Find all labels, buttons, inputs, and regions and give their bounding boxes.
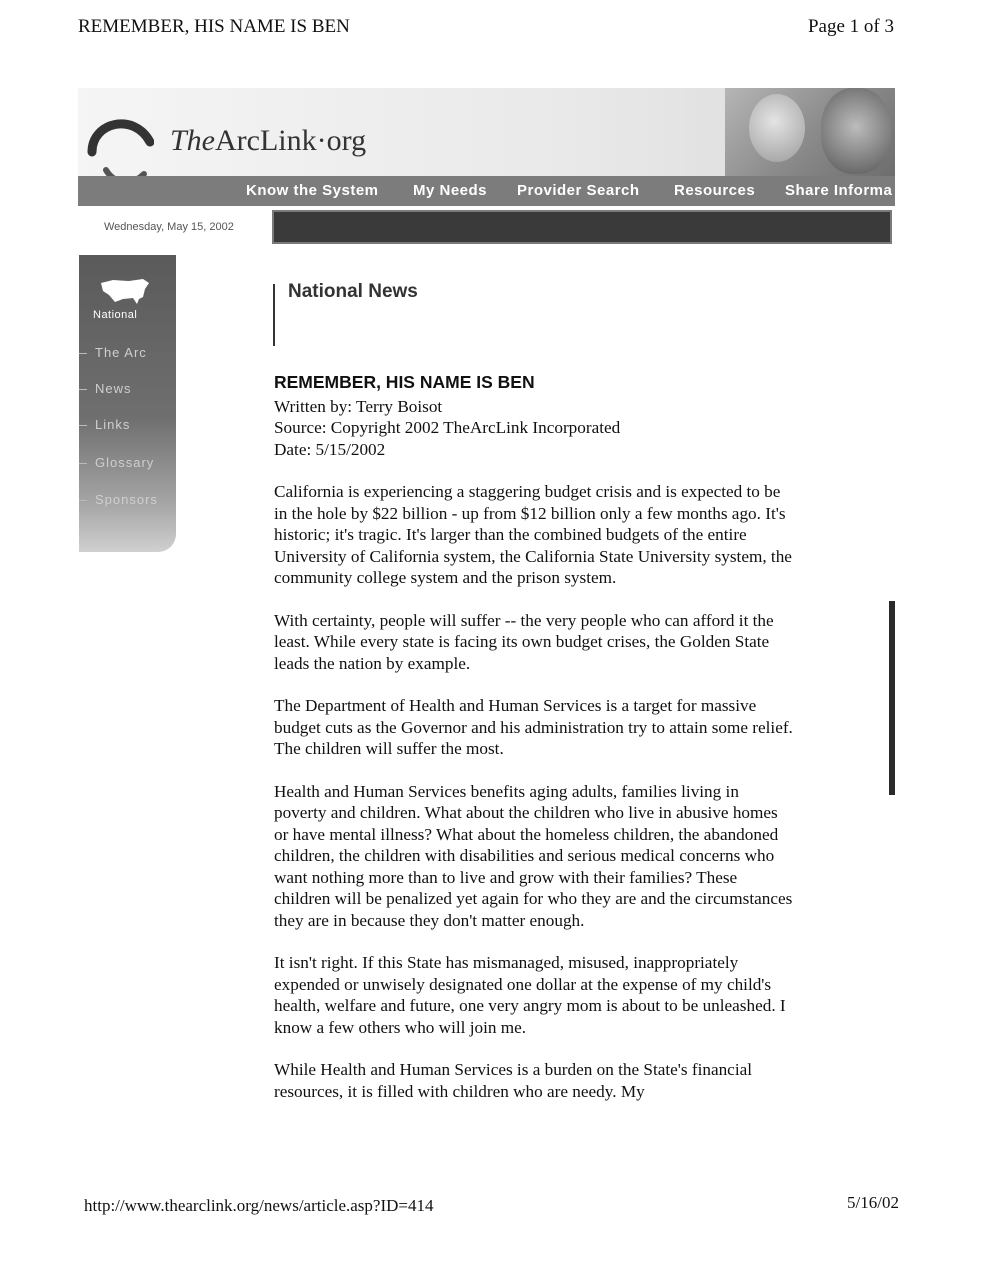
us-map-icon[interactable] [99, 277, 151, 305]
sidebar-item-label: Sponsors [95, 492, 158, 507]
site-logo[interactable] [170, 124, 366, 158]
sidebar-item-national[interactable]: National [93, 309, 138, 321]
dash-icon [79, 425, 87, 426]
adult-face-image [821, 88, 891, 174]
dash-icon [79, 353, 87, 354]
sidebar-item-sponsors[interactable] [79, 492, 176, 507]
sidebar-item-label: The Arc [95, 345, 147, 360]
dash-icon [79, 500, 87, 501]
current-date: Wednesday, May 15, 2002 [104, 221, 234, 233]
child-face-image [749, 94, 805, 162]
nav-know-the-system[interactable]: Know the System [246, 182, 379, 199]
article-source: Source: Copyright 2002 TheArcLink Incorporated [274, 418, 621, 437]
article-paragraph: It isn't right. If this State has mismanaged, misused, inappropriately expended or unwisely designated one dollar at the expense of my child's health, welfare and future, one very angry mom is about to be unleashed. I know a few others who will join me. [274, 953, 786, 1037]
site-banner [78, 88, 895, 206]
section-divider [273, 284, 275, 346]
article-paragraph: While Health and Human Services is a burden on the State's financial resources, it is filled with children who are needy. My [274, 1060, 752, 1101]
nav-my-needs[interactable]: My Needs [413, 182, 488, 199]
dash-icon [79, 389, 87, 390]
sidebar-item-glossary[interactable] [79, 455, 176, 470]
article [274, 372, 794, 1102]
article-title: REMEMBER, HIS NAME IS BEN [274, 372, 535, 392]
nav-resources[interactable]: Resources [674, 182, 756, 199]
sidebar-item-label: Glossary [95, 455, 155, 470]
print-page-number: Page 1 of 3 [807, 16, 894, 37]
article-paragraph: With certainty, people will suffer -- the very people who can afford it the least. While every state is facing its own budget crises, the Golden State leads the nation by example. [274, 610, 774, 673]
article-paragraph: Health and Human Services benefits aging adults, families living in poverty and children. What about the children who live in abusive homes or have mental illness? What about the homeless children, the abandoned children, the children with disabilities and serious medical concerns who want nothing more than to live and grow with their families? These children will be penalized yet again for who they are and the circumstances they are in because they don't matter enough. [274, 781, 793, 930]
header-photo [725, 88, 895, 176]
sidebar-item-label: News [95, 381, 132, 396]
nav-share-information[interactable]: Share Informa [785, 182, 893, 199]
sidebar [79, 255, 176, 552]
dash-icon [79, 463, 87, 464]
sidebar-item-links[interactable] [79, 417, 176, 432]
print-footer-date: 5/16/02 [847, 1193, 899, 1212]
logo-suffix: ·org [316, 124, 367, 157]
sidebar-item-the-arc[interactable] [79, 345, 176, 360]
main-nav [78, 176, 895, 206]
print-header-title: REMEMBER, HIS NAME IS BEN [78, 16, 350, 37]
nav-provider-search[interactable]: Provider Search [517, 182, 640, 199]
article-paragraph: The Department of Health and Human Services is a target for massive budget cuts as the Governor and his administration try to attain some relief. The children will suffer the most. [274, 696, 793, 758]
sidebar-item-label: Links [95, 417, 131, 432]
article-paragraph: California is experiencing a staggering budget crisis and is expected to be in the hole by $22 billion - up from $12 billion only a few months ago. It's historic; it's tragic. It's larger than the combined budgets of the entire University of California system, the California State University system, the community college system and the prison system. [274, 482, 792, 587]
date-bar [272, 210, 892, 244]
section-title: National News [288, 281, 418, 302]
logo-main: ArcLink [215, 124, 317, 157]
sidebar-item-news[interactable] [79, 381, 176, 396]
print-footer-url: http://www.thearclink.org/news/article.asp?ID=414 [84, 1196, 434, 1215]
scrollbar-thumb[interactable] [889, 601, 895, 795]
logo-prefix: The [170, 124, 215, 157]
article-date: Date: 5/15/2002 [274, 439, 386, 459]
article-author: Written by: Terry Boisot [274, 396, 443, 416]
